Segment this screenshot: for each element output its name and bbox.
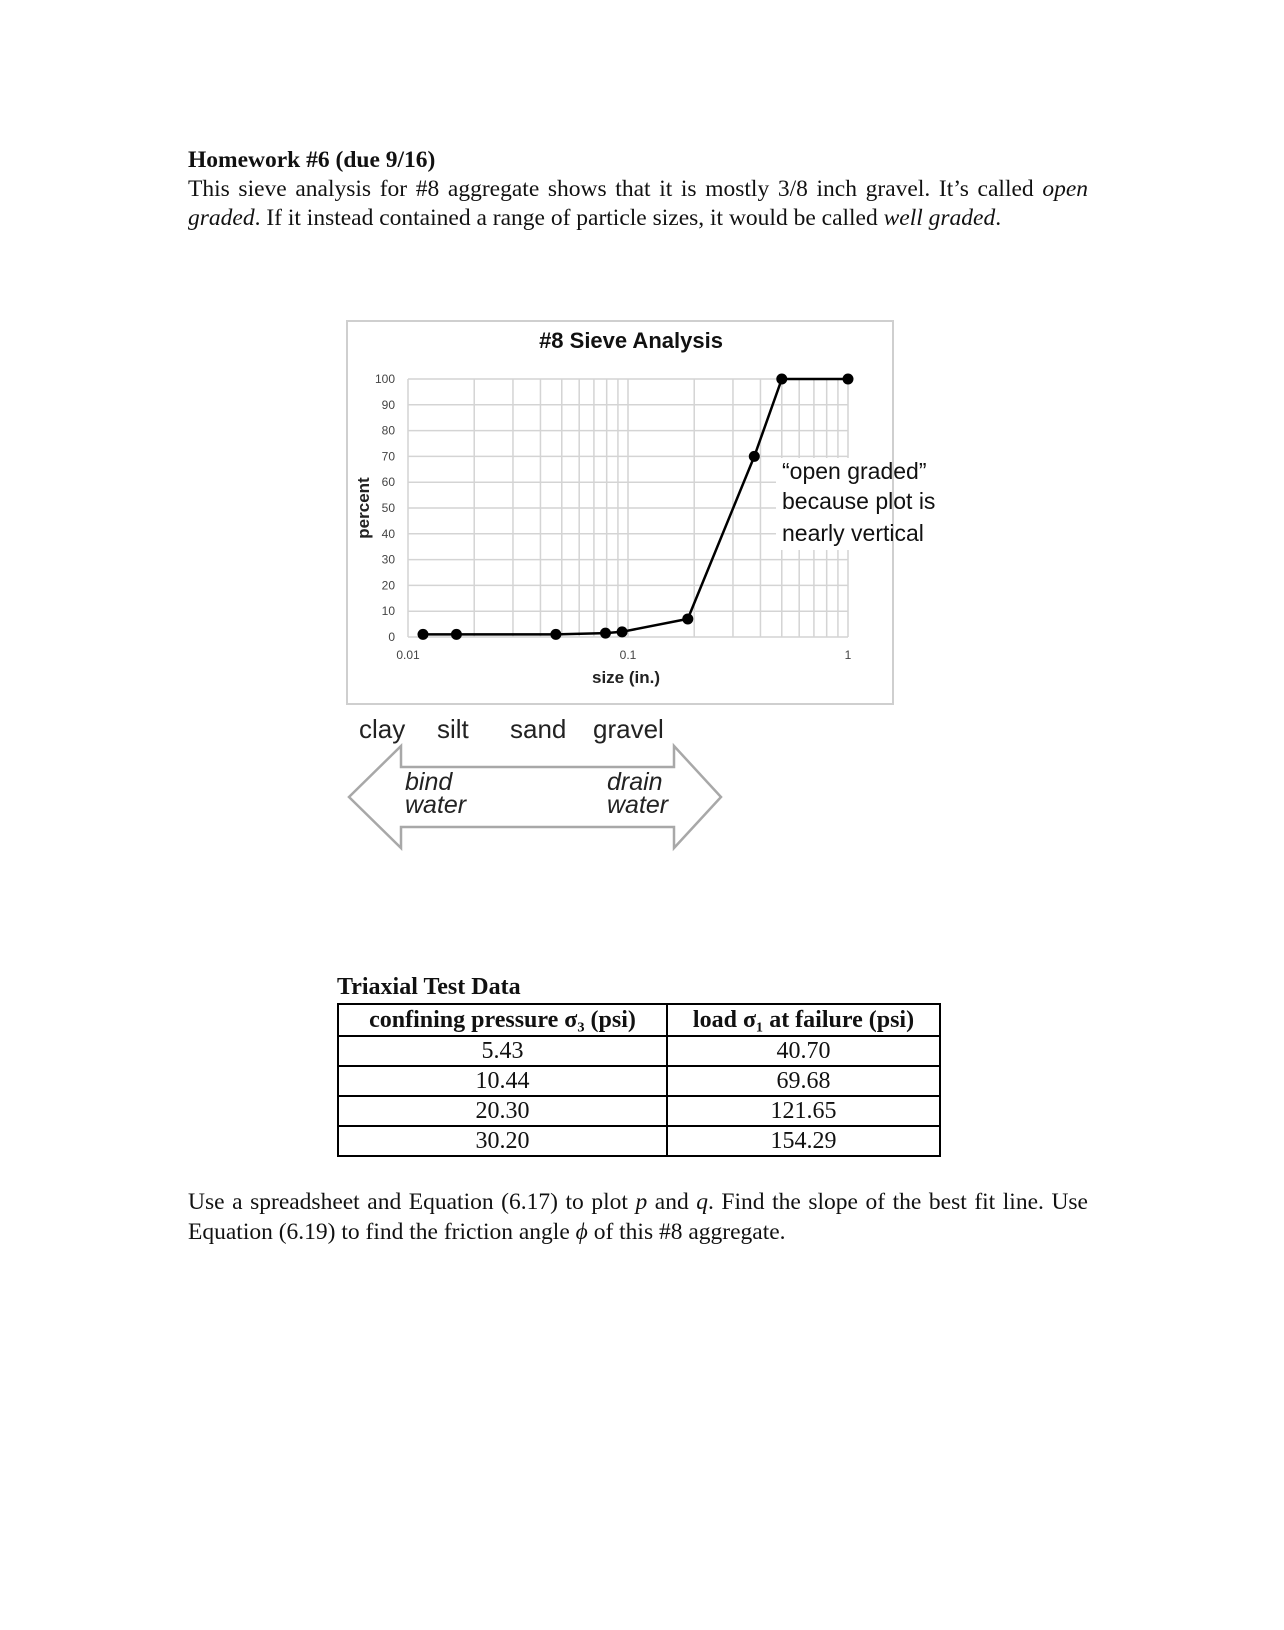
final-text-3: . Find the slope of the best fit line. Use Equation (6.19) to find the friction angle — [188, 1189, 1088, 1245]
x-axis-label: size (in.) — [591, 668, 661, 687]
data-point — [617, 626, 628, 637]
final-text-2: and — [647, 1189, 697, 1215]
intro-emphasis-2: well graded — [883, 205, 996, 231]
final-text-1: Use a spreadsheet and Equation (6.17) to plot — [188, 1189, 636, 1215]
intro-text-1: This sieve analysis for #8 aggregate shows that it is mostly 3/8 inch gravel. It’s called — [188, 176, 1043, 202]
bind-label-2: water — [405, 791, 467, 819]
y-tick-label: 50 — [381, 501, 395, 515]
final-var-q: q — [696, 1189, 708, 1215]
data-point — [776, 374, 787, 385]
cell-confining: 30.20 — [338, 1126, 667, 1156]
y-tick-label: 70 — [381, 449, 395, 464]
y-tick-label: 30 — [381, 552, 395, 567]
cell-confining: 10.44 — [338, 1066, 667, 1096]
intro-section — [188, 146, 1088, 233]
y-axis-label: percent — [354, 477, 373, 539]
y-tick-label: 20 — [381, 578, 395, 593]
cell-load: 40.70 — [667, 1036, 940, 1066]
chart-title: #8 Sieve Analysis — [539, 328, 723, 353]
drain-label-2: water — [607, 791, 669, 819]
data-point — [600, 628, 611, 639]
table-header-row — [338, 1004, 940, 1036]
triaxial-table — [337, 1003, 941, 1157]
intro-text-2: . If it instead contained a range of particle sizes, it would be called — [254, 205, 884, 231]
drain-label-1: drain — [607, 768, 663, 796]
intro-emphasis-1: open graded — [188, 176, 1088, 231]
annotation-line-3: nearly vertical — [782, 520, 924, 546]
soil-label-gravel: gravel — [593, 714, 664, 744]
x-tick-labels — [396, 648, 851, 662]
data-point — [418, 629, 429, 640]
cell-load: 69.68 — [667, 1066, 940, 1096]
bind-label-1: bind — [405, 768, 453, 796]
water-arrow — [346, 745, 726, 850]
page-title: Homework #6 (due 9/16) — [188, 147, 436, 173]
final-var-p: p — [635, 1189, 648, 1215]
annotation-line-1: “open graded” — [782, 458, 927, 484]
y-tick-label: 40 — [381, 526, 395, 541]
sieve-chart-svg — [348, 322, 936, 703]
final-text-4: of this #8 aggregate. — [587, 1219, 786, 1245]
table-row — [338, 1096, 940, 1126]
soil-label-sand: sand — [510, 714, 567, 744]
cell-load: 154.29 — [667, 1126, 940, 1156]
data-point — [550, 629, 561, 640]
x-tick-label: 0.1 — [619, 648, 637, 662]
y-tick-label: 10 — [381, 604, 395, 619]
x-tick-label: 1 — [844, 648, 852, 662]
instructions-paragraph — [188, 1187, 1088, 1247]
cell-confining: 5.43 — [338, 1036, 667, 1066]
cell-confining: 20.30 — [338, 1096, 667, 1126]
data-point — [682, 613, 693, 624]
header-confining-pressure: confining pressure σ₃ (psi) — [338, 1004, 667, 1036]
y-tick-label: 90 — [381, 397, 395, 412]
table-row — [338, 1126, 940, 1156]
sieve-chart — [346, 320, 936, 705]
table-row — [338, 1066, 940, 1096]
y-tick-label: 80 — [381, 423, 395, 438]
intro-text-3: . — [995, 205, 1002, 231]
soil-label-clay: clay — [359, 714, 406, 744]
x-tick-label: 0.01 — [396, 648, 420, 662]
final-var-phi: ϕ — [575, 1219, 588, 1245]
table-title: Triaxial Test Data — [337, 974, 521, 1000]
data-point — [843, 374, 854, 385]
y-tick-label: 0 — [388, 630, 395, 644]
data-point — [451, 629, 462, 640]
annotation-line-2: because plot is — [782, 488, 936, 514]
y-tick-label: 100 — [374, 372, 395, 386]
data-point — [749, 451, 760, 462]
intro-paragraph — [188, 175, 1088, 233]
double-arrow-icon — [346, 745, 726, 850]
header-load-at-failure: load σ₁ at failure (psi) — [667, 1004, 940, 1036]
y-tick-labels — [375, 372, 395, 644]
y-tick-label: 60 — [381, 475, 395, 490]
cell-load: 121.65 — [667, 1096, 940, 1126]
soil-label-silt: silt — [437, 714, 469, 744]
table-row — [338, 1036, 940, 1066]
